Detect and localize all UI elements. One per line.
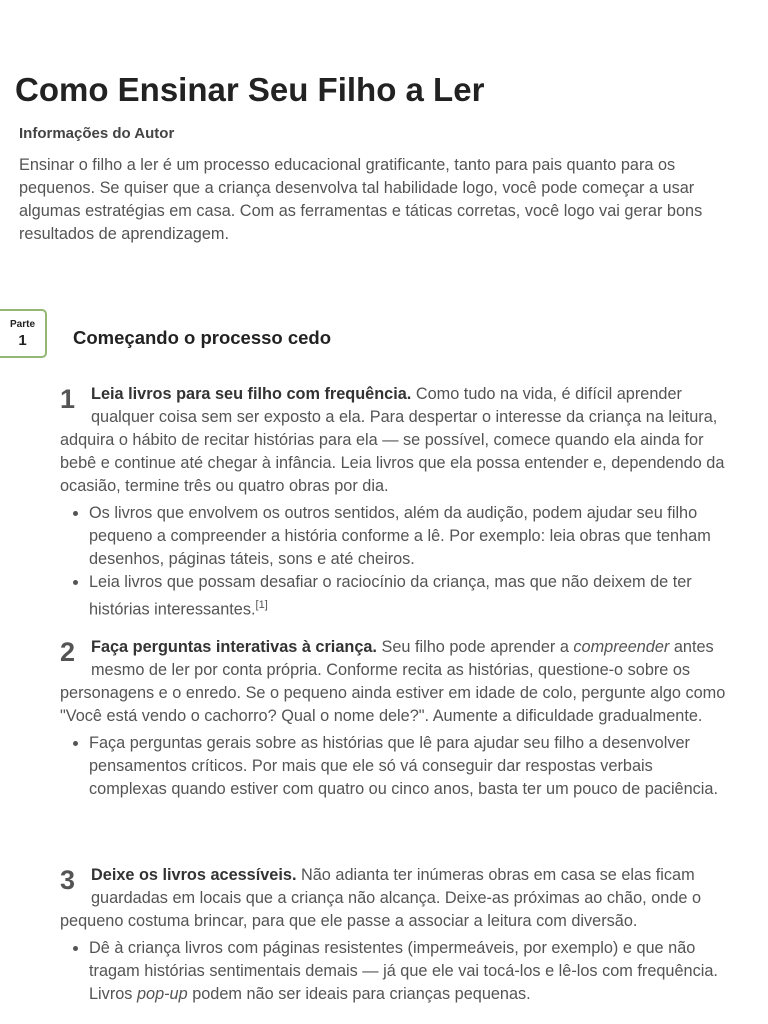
step-body: Seu filho pode aprender a: [376, 638, 574, 656]
reference-link[interactable]: [1]: [255, 599, 268, 611]
bullet-text: Os livros que envolvem os outros sentidos, além da audição, podem ajudar seu filho pequeno a compreender a história conforme a lê. Por exemplo: leia obras que tenham desenhos, páginas táteis, sons e até cheiros.: [89, 504, 711, 568]
bullet-emphasis: pop-up: [136, 985, 188, 1003]
part-badge: [0, 309, 47, 358]
intro-paragraph: Ensinar o filho a ler é um processo educacional gratificante, tanto para pais quanto para os pequenos. Se quiser que a criança desenvolva tal habilidade logo, você pode começar a usar algumas estratégias em casa. Com as ferramentas e táticas corretas, você logo vai gerar bons resultados de aprendizagem.: [19, 156, 703, 243]
step-body: Como tudo na vida, é difícil aprender qualquer coisa sem ser exposto a ela. Para despertar o interesse da criança na leitura, adquira o hábito de recitar histórias para ela — se possível, comece quando ela ainda for bebê e continue até chegar à infância. Leia livros que ela possa entender e, dependendo da ocasião, termine três ou quatro obras por dia.: [60, 385, 725, 495]
part-label: Parte: [9, 319, 35, 330]
bullet-text: Leia livros que possam desafiar o raciocínio da criança, mas que não deixem de ter histórias interessantes.: [89, 573, 692, 619]
step-number: 1: [60, 384, 76, 414]
bullet-item: [89, 571, 730, 621]
step-text: [60, 383, 730, 498]
bullet-item: [89, 937, 730, 1006]
bullet-item: [89, 502, 730, 571]
page-title: Como Ensinar Seu Filho a Ler: [15, 71, 485, 108]
step-body: antes mesmo de ler por conta própria. Conforme recita as histórias, questione-o sobre os personagens e o enredo. Se o pequeno ainda estiver em idade de colo, pergunte algo como "Você está vendo o cachorro? Qual o nome dele?". Aumente a dificuldade gradualmente.: [60, 638, 726, 725]
step-headline: Faça perguntas interativas à criança.: [91, 638, 377, 656]
part-number: 1: [18, 332, 27, 349]
step-3: [60, 864, 730, 1006]
step-number: 3: [60, 865, 76, 895]
author-info-link[interactable]: Informações do Autor: [19, 125, 175, 142]
bullet-text: podem não ser ideais para crianças pequenas.: [187, 985, 531, 1003]
step-1: [60, 383, 730, 621]
step-headline: Deixe os livros acessíveis.: [91, 866, 297, 884]
step-2: [60, 636, 730, 801]
step-number: 2: [60, 637, 76, 667]
bullet-text: Faça perguntas gerais sobre as histórias que lê para ajudar seu filho a desenvolver pensamentos críticos. Por mais que ele só vá conseguir dar respostas verbais complexas quando estiver com quatro ou cinco anos, basta ter um pouco de paciência.: [89, 734, 719, 798]
bullet-item: [89, 732, 730, 801]
step-body: Não adianta ter inúmeras obras em casa se elas ficam guardadas em locais que a criança não alcança. Deixe-as próximas ao chão, onde o pequeno costuma brincar, para que ele passe a associar a leitura com diversão.: [60, 866, 702, 930]
part-title: Começando o processo cedo: [73, 327, 332, 348]
step-bullets: [60, 502, 730, 621]
bullet-text: Dê à criança livros com páginas resistentes (impermeáveis, por exemplo) e que não tragam histórias sentimentais demais — já que ele vai tocá-los e lê-los com frequência. Livros: [89, 939, 718, 1003]
step-bullets: [60, 937, 730, 1006]
step-body-emphasis: compreender: [573, 638, 670, 656]
step-headline: Leia livros para seu filho com frequência.: [91, 385, 412, 403]
step-bullets: [60, 732, 730, 801]
step-text: [60, 864, 730, 933]
step-text: [60, 636, 730, 728]
